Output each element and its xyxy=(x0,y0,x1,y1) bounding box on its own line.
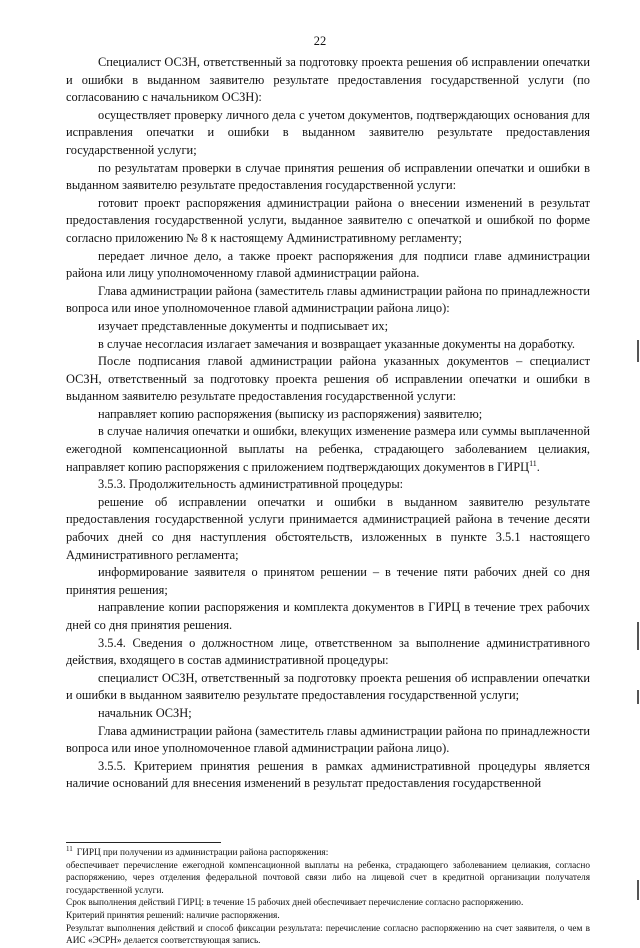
paragraph: Глава администрации района (заместитель главы администрации района по принадлежности вопроса или иное уполномоченное главой администрации района лицо). xyxy=(66,723,590,756)
footnote-mark: 11 xyxy=(66,844,73,853)
footnote-first-text: ГИРЦ при получении из администрации района распоряжения: xyxy=(76,848,329,858)
paragraph: начальник ОСЗН; xyxy=(98,705,192,720)
scan-edge-mark xyxy=(637,340,639,362)
paragraph: решение об исправлении опечатки и ошибки в выданном заявителю результате предоставления государственной услуги принимается администрацией района в течение десяти рабочих дней со дня наступления обстоятельств, изложенных в пункте 3.5.1 настоящего Административного регламента; xyxy=(66,494,590,562)
paragraph: 3.5.3. Продолжительность административной процедуры: xyxy=(98,477,404,492)
paragraph: информирование заявителя о принятом решении – в течение пяти рабочих дней со дня принятия решения; xyxy=(66,565,590,597)
paragraph: готовит проект распоряжения администрации района о внесении изменений в результат предоставления государственной услуги, выданное заявителю с опечаткой и ошибкой по форме согласно приложению № 8 к настоящему Административному регламенту; xyxy=(66,195,590,245)
paragraph: 3.5.4. Сведения о должностном лице, ответственном за выполнение административного действия, входящего в состав административной процедуры: xyxy=(66,635,590,668)
page-number: 22 xyxy=(313,34,327,48)
paragraph-girc-text: в случае наличия опечатки и ошибки, влекущих изменение размера или суммы выплаченной ежегодной компенсационной выплаты на ребенка, страдающего заболеванием целиакия, направляет копию распоряжения с приложением подтверждающих документов в ГИРЦ xyxy=(66,424,590,474)
footnote-line: Критерий принятия решений: наличие распоряжения. xyxy=(66,910,280,921)
paragraph: передает личное дело, а также проект распоряжения для подписи главе администрации района или лицу уполномоченному главой администрации района. xyxy=(66,248,590,281)
paragraph: Глава администрации района (заместитель главы администрации района по принадлежности вопроса или иное уполномоченное главой администрации района лицо): xyxy=(66,283,590,316)
footnote-divider xyxy=(66,842,221,843)
body-text xyxy=(66,54,590,793)
paragraph: по результатам проверки в случае принятия решения об исправлении опечатки и ошибки в выданном заявителю результате предоставления государственной услуги: xyxy=(66,160,590,193)
footnote-first-line xyxy=(66,844,590,860)
scan-edge-mark xyxy=(637,690,639,704)
paragraph-girc xyxy=(66,423,590,476)
paragraph: направление копии распоряжения и комплекта документов в ГИРЦ в течение трех рабочих дней со дня принятия решения. xyxy=(66,600,590,632)
scan-edge-mark xyxy=(637,622,639,650)
footnote-reference: 11 xyxy=(529,458,537,468)
paragraph: направляет копию распоряжения (выписку из распоряжения) заявителю; xyxy=(98,406,483,421)
paragraph: 3.5.5. Критерием принятия решения в рамках административной процедуры является наличие оснований для внесения изменений в результат предоставления государственной xyxy=(66,758,590,791)
paragraph: специалист ОСЗН, ответственный за подготовку проекта решения об исправлении опечатки и ошибки в выданном заявителю результате предоставления государственной услуги; xyxy=(66,670,590,703)
paragraph-girc-end: . xyxy=(536,459,540,474)
paragraph: в случае несогласия излагает замечания и возвращает указанные документы на доработку. xyxy=(98,336,575,351)
paragraph: осуществляет проверку личного дела с учетом документов, подтверждающих основания для исправления опечатки и ошибки в выданном заявителю результате предоставления государственной услуги; xyxy=(66,107,590,157)
footnotes xyxy=(66,844,590,948)
paragraph: изучает представленные документы и подписывает их; xyxy=(98,318,389,333)
paragraph: Специалист ОСЗН, ответственный за подготовку проекта решения об исправлении опечатки и ошибки в выданном заявителю результате предоставления государственной услуги (по согласованию с начальником ОСЗН): xyxy=(66,55,590,105)
scan-edge-mark xyxy=(637,880,639,900)
footnote-line: Срок выполнения действий ГИРЦ: в течение 15 рабочих дней обеспечивает перечисление согласно распоряжению. xyxy=(66,898,524,909)
paragraph: После подписания главой администрации района указанных документов – специалист ОСЗН, ответственный за подготовку проекта решения об исправлении опечатки и ошибки в выданном заявителю результате предоставления государственной услуги: xyxy=(66,354,590,404)
footnote-line: Результат выполнения действий и способ фиксации результата: перечисление согласно распоряжению на счет заявителя, о чем в АИС «ЭСРН» делается соответствующая запись. xyxy=(66,923,590,947)
footnote-line: обеспечивает перечисление ежегодной компенсационной выплаты на ребенка, страдающего заболеванием целиакия, согласно распоряжению, через отделения федеральной почтовой связи либо на лицевой счет в кредитной организации получателя государственной услуги. xyxy=(66,860,590,896)
